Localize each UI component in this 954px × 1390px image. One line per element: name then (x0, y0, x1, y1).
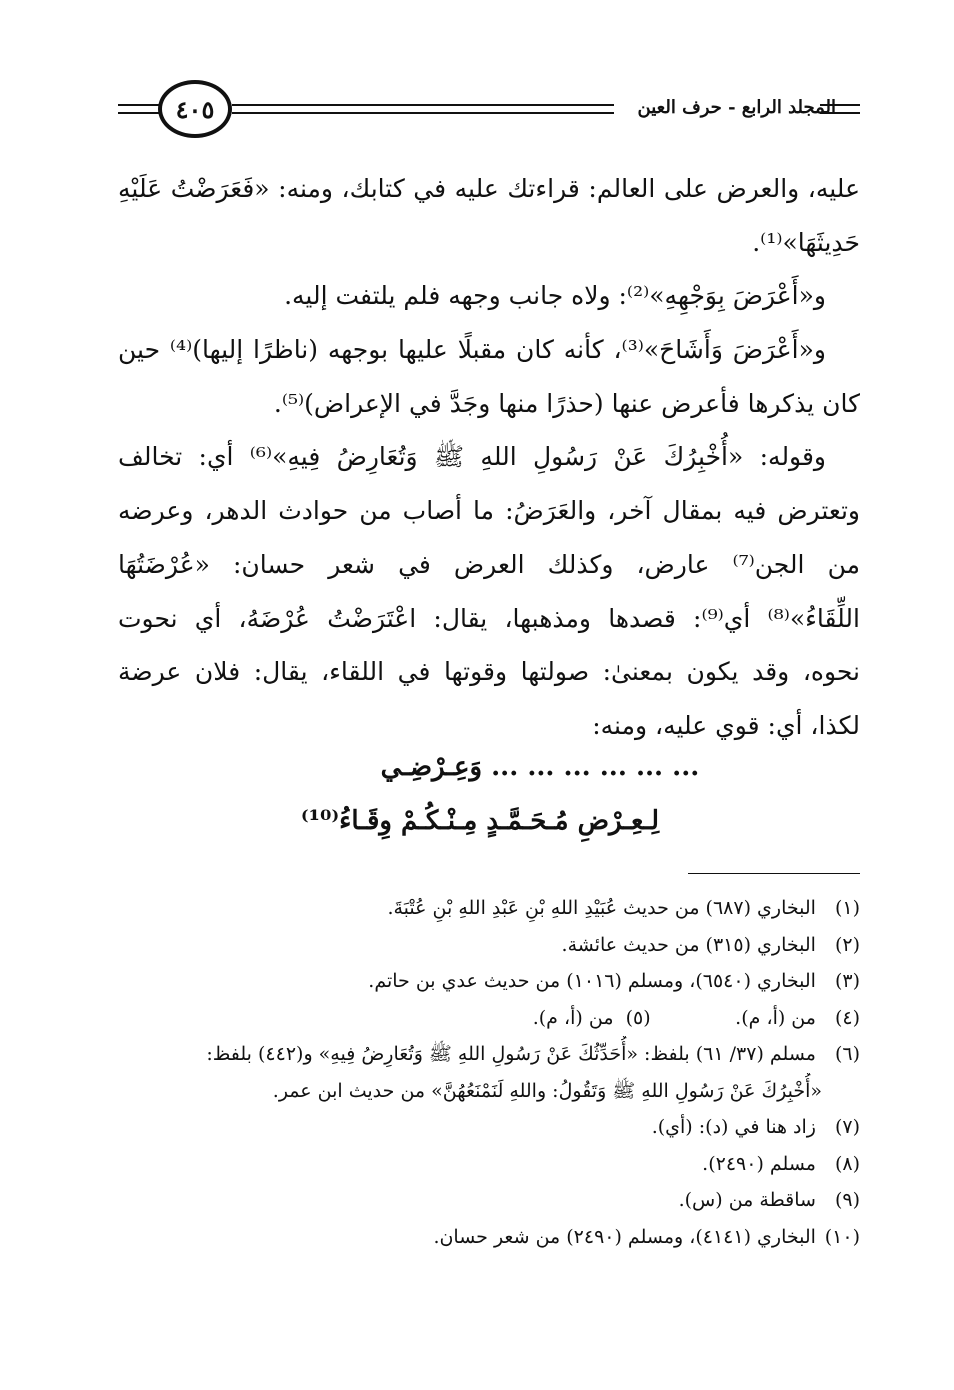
footnote-text: من (أ، م). (٥) من (أ، م). (532, 1006, 816, 1029)
footnote (118, 890, 860, 927)
footnote-text: مسلم (٢٤٩٠). (702, 1152, 816, 1175)
footnote-number: (٣) (834, 970, 860, 992)
header-rule-left-top (118, 104, 160, 106)
footnotes (118, 890, 860, 1255)
footnote-number: (٦) (834, 1043, 860, 1065)
footnote-text: مسلم (٣٧/ ٦١) بلفظ: «أُحَدِّثُكَ عَنْ رَسُولِ اللهِ ﷺ وَتُعَارِضُ فِيهِ» و(٤٤٢) بلفظ: (206, 1043, 816, 1065)
body-line: اللِّقَاءُ»⁽⁸⁾ أي⁽⁹⁾: قصدها ومذهبها، يقال: اعْتَرَضْتُ عُرْضَهُ، أي نحوت (118, 603, 860, 633)
body-line: و«أَعْرَضَ بِوَجْهِهِ»⁽²⁾: ولاه جانب وجهه فلم يلتفت إليه. (284, 281, 826, 311)
footnote-number: (١) (834, 897, 860, 919)
verse-line-2: لِـعِـرْضِ مُـحَـمَّـدٍ مِـنْـكُـمْ وِقَـاءُ⁽¹⁰⁾ (300, 806, 660, 836)
page-number: ٤٠٥ (175, 94, 215, 124)
footnote-separator (688, 873, 860, 874)
body-line: عليه، والعرض على العالم: قراءتك عليه في كتابك، ومنه: «فَعَرَضْتُ عَلَيْهِ (118, 174, 860, 203)
verse-line-1: ... ... ... ... ... ... وَعِـرْضِـي (380, 752, 700, 782)
footnote (118, 1109, 860, 1146)
footnote-number: (٤) (834, 1006, 860, 1029)
footnote-text: البخاري (٦٥٤٠)، ومسلم (١٠١٦) من حديث عدي بن حاتم. (368, 970, 816, 992)
header-rule-middle-top (232, 104, 614, 106)
footnote (118, 1000, 860, 1037)
footnote (118, 1146, 860, 1183)
footnote-text: البخاري (٦٨٧) من حديث عُبَيْدِ اللهِ بْنِ عَبْدِ اللهِ بْنِ عُتْبَةَ. (387, 897, 816, 919)
body-line: لكذا، أي: قوي عليه، ومنه: (592, 710, 860, 740)
header-rule-left-bottom (118, 112, 160, 114)
body-line: كان يذكرها فأعرض عنها (حذرًا منها وجَدَّ في الإعراض)⁽⁵⁾. (273, 388, 860, 418)
footnote-text: ساقطة من (س). (678, 1189, 816, 1211)
body-line: من الجن⁽⁷⁾ عارض، وكذلك العرض في شعر حسان: «عُرْضَتُهَا (118, 549, 860, 579)
footnote (118, 963, 860, 1000)
footnote-text: البخاري (٣١٥) من حديث عائشة. (561, 933, 816, 956)
footnote-number: (١٠) (824, 1225, 860, 1248)
body-line: وقوله: «أُخْبِرُكَ عَنْ رَسُولِ اللهِ ﷺ وَتُعَارِضُ فِيهِ»⁽⁶⁾ أي: تخالف (118, 442, 826, 472)
footnote-number: (٢) (834, 933, 860, 956)
body-line: نحوه، وقد يكون بمعنىٰ: صولتها وقوتها في اللقاء، يقال: فلان عرضة (118, 657, 860, 687)
footnote-text: البخاري (٤١٤١)، ومسلم (٢٤٩٠) من شعر حسان. (433, 1225, 816, 1248)
header-rule-middle-bottom (232, 112, 614, 114)
body-line: وتعترض فيه بمقال آخر، والعَرَضُ: ما أصاب من حوادث الدهر، وعرضه (118, 496, 860, 526)
footnote (118, 1036, 860, 1073)
body-text (118, 162, 860, 753)
footnote (118, 1182, 860, 1219)
page-number-badge (158, 80, 232, 138)
footnote (118, 1219, 860, 1256)
running-title: المجلد الرابع - حرف العين (637, 97, 836, 118)
footnote-text: زاد هنا في (د): (أي). (651, 1116, 816, 1138)
body-line: حَدِيثَهَا»⁽¹⁾. (752, 227, 860, 257)
footnote-continuation (118, 1073, 860, 1110)
footnote-text: «أُخْبِرُكَ عَنْ رَسُولِ اللهِ ﷺ وَتَقُولُ: واللهِ لَنَمْنَعُهُنَّ» من حديث ابن عمر. (272, 1079, 822, 1102)
footnote-number: (٧) (834, 1116, 860, 1138)
footnote (118, 927, 860, 964)
body-line: و«أَعْرَضَ وَأَشَاحَ»⁽³⁾، كأنه كان مقبلًا عليها بوجهه (ناظرًا إليها)⁽⁴⁾ حين (118, 335, 826, 365)
footnote-number: (٨) (834, 1152, 860, 1175)
footnote-number: (٩) (834, 1189, 860, 1211)
